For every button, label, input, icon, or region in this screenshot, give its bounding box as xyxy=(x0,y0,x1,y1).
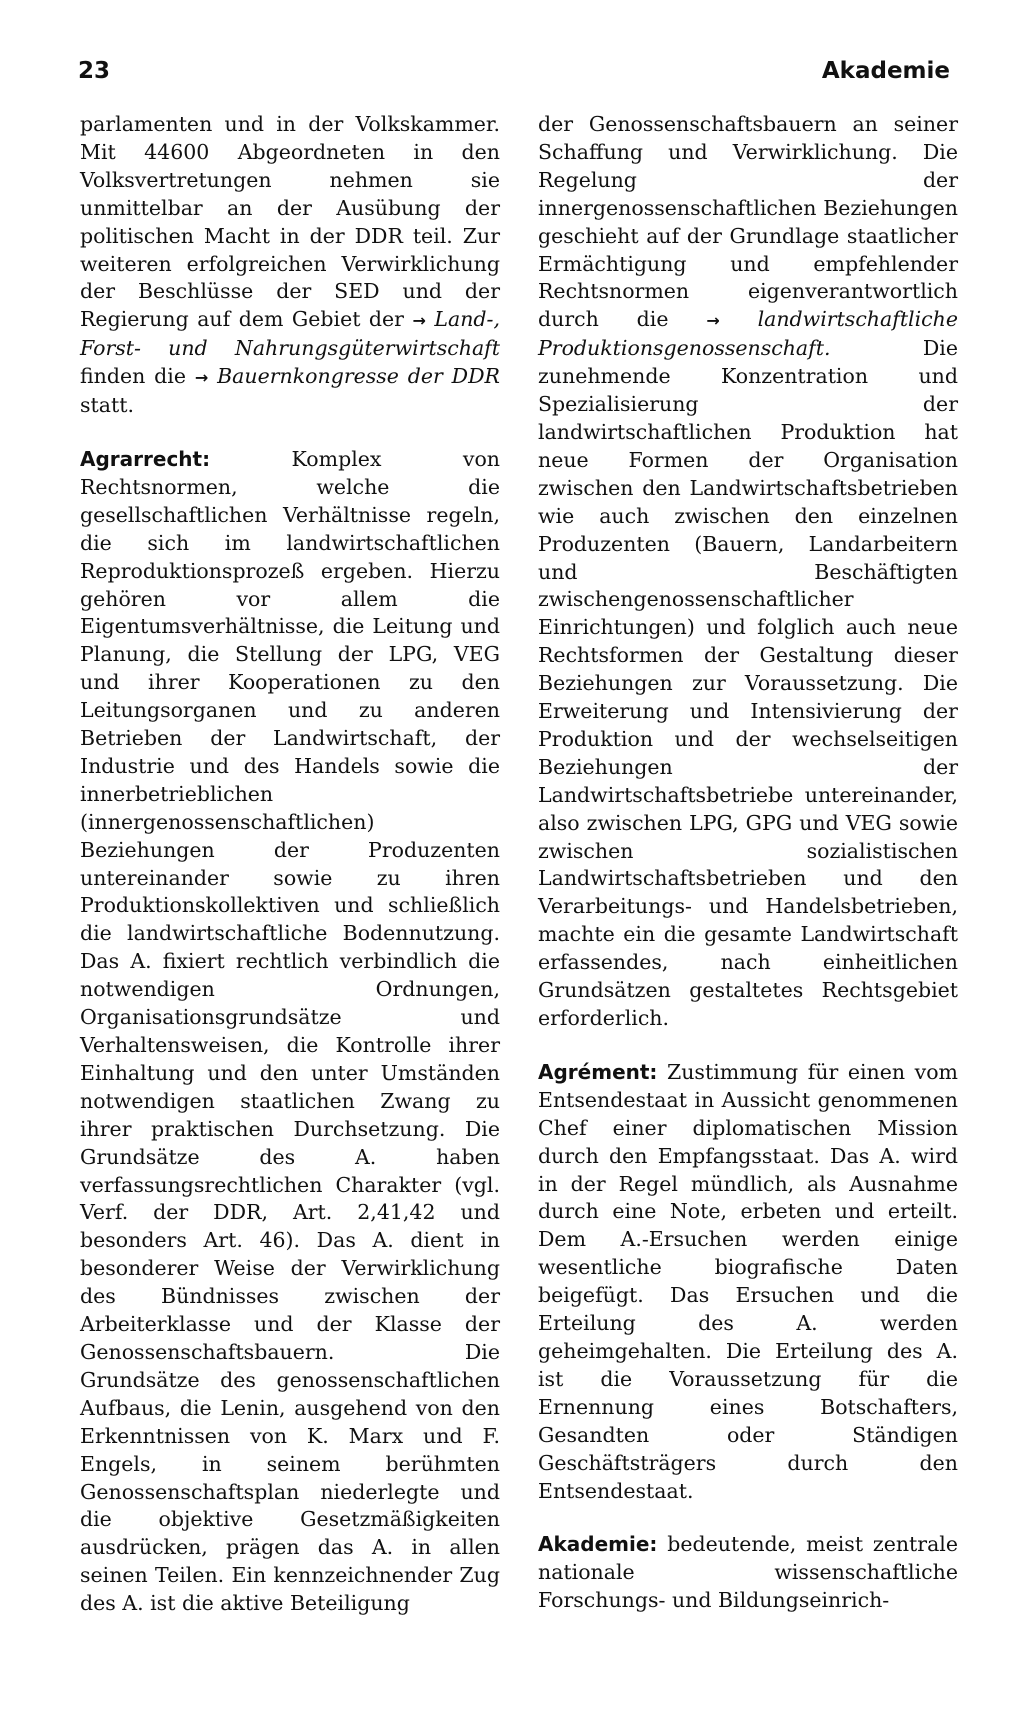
entry-text: finden die xyxy=(80,364,195,389)
entry-headword: Agrarrecht: xyxy=(80,446,211,471)
entry-text: statt. xyxy=(80,393,134,418)
text-column-right xyxy=(538,111,958,1641)
entry-text: der Genossenschaftsbauern an seiner Schaffung und Verwirklichung. Die Regelung der innergenossenschaftlichen Beziehungen geschieht auf der Grundlage staatlicher Ermächtigung und empfehlender Rechtsnormen eigenverantwortlich durch die xyxy=(538,112,958,332)
dictionary-entry xyxy=(80,446,500,1618)
entry-headword: Akademie: xyxy=(538,1532,658,1557)
page-header xyxy=(78,58,950,88)
entry-text: Komplex von Rechtsnormen, welche die gesellschaftlichen Verhältnisse regeln, die sich im landwirtschaftlichen Reproduktionsprozeß ergeben. Hierzu gehören vor allem die Eigentumsverhältnisse, die Leitung und Planung, die Stellung der LPG, VEG und ihrer Kooperationen zu den Leitungsorganen und zu anderen Betrieben der Landwirtschaft, der Industrie und des Handels sowie die innerbetrieblichen (innergenossenschaftlichen) Beziehungen der Produzenten untereinander sowie zu ihren Produktionskollektiven und schließlich die landwirtschaftliche Bodennutzung. Das A. fixiert rechtlich verbindlich die notwendigen Ordnungen, Organisationsgrundsätze und Verhaltensweisen, die Kontrolle ihrer Einhaltung und den unter Umständen notwendigen staatlichen Zwang zu ihrer praktischen Durchsetzung. Die Grundsätze des A. haben verfassungsrechtlichen Charakter (vgl. Verf. der DDR, Art. 2,41,42 und besonders Art. 46). Das A. dient in besonderer Weise der Verwirklichung des Bündnisses zwischen der Arbeiterklasse und der Klasse der Genossenschaftsbauern. Die Grundsätze des genossenschaftlichen Aufbaus, die Lenin, ausgehend von den Erkenntnissen von K. Marx und F. Engels, in seinem berühmten Genossenschaftsplan niederlegte und die objektive Gesetzmäßigkeiten ausdrücken, prägen das A. in allen seinen Teilen. Ein kennzeichnender Zug des A. ist die aktive Beteiligung xyxy=(80,446,500,1616)
entry-continuation xyxy=(80,111,500,420)
entry-text xyxy=(208,364,217,388)
entry-text: Die zunehmende Konzentration und Spezialisierung der landwirtschaftlichen Produktion hat neue Formen der Organisation zwischen den Landwirtschaftsbetrieben wie auch zwischen den einzelnen Produzenten (Bauern, Landarbeitern und Beschäftigten zwischengenossenschaftlicher Einrichtungen) und folglich auch neue Rechtsformen der Gestaltung dieser Beziehungen zur Voraussetzung. Die Erweiterung und Intensivierung der Produktion und der wechselseitigen Beziehungen der Landwirtschaftsbetriebe untereinander, also zwischen LPG, GPG und VEG sowie zwischen sozialistischen Landwirtschaftsbetrieben und den Verarbeitungs- und Handelsbetrieben, machte ein die gesamte Landwirtschaft erfassendes, nach einheitlichen Grundsätzen gestaltetes Rechtsgebiet erforderlich. xyxy=(538,336,958,1030)
entry-text xyxy=(720,307,758,331)
dictionary-entry xyxy=(538,1059,958,1506)
running-head: Akademie xyxy=(821,58,950,84)
entry-text: bedeutende, meist zentrale nationale wissenschaftliche Forschungs- und Bildungseinrich- xyxy=(538,1532,958,1613)
dictionary-entry xyxy=(538,1531,958,1615)
text-column-left xyxy=(80,111,500,1644)
entry-text: Zustimmung für einen vom Entsendestaat in Aussicht genommenen Chef einer diplomatischen Mission durch den Empfangsstaat. Das A. wird in der Regel mündlich, als Ausnahme durch eine Note, erbeten und erteilt. Dem A.-Ersuchen werden einige wesentliche biografische Daten beigefügt. Das Ersuchen und die Erteilung des A. werden geheimgehalten. Die Erteilung des A. ist die Voraussetzung für die Ernennung eines Botschafters, Gesandten oder Ständigen Geschäftsträgers durch den Entsendestaat. xyxy=(538,1059,958,1503)
cross-reference-term: Land-, Forst- und Nahrungsgüterwirtschaft xyxy=(80,307,500,361)
cross-reference-arrow-icon: → xyxy=(194,368,209,388)
cross-reference-term: landwirtschaftliche Produktionsgenossenschaft. xyxy=(538,307,958,361)
cross-reference-arrow-icon: → xyxy=(412,311,426,331)
entry-text: parlamenten und in der Volkskammer. Mit 44600 Abgeordneten in den Volksvertretungen nehmen sie unmittelbar an der Ausübung der politischen Macht in der DDR teil. Zur weiteren erfolgreichen Verwirklichung der Beschlüsse der SED und der Regierung auf dem Gebiet der xyxy=(80,112,500,332)
page-number: 23 xyxy=(78,58,111,84)
cross-reference-term: Bauernkongresse der DDR xyxy=(217,364,500,389)
cross-reference-arrow-icon: → xyxy=(706,311,720,331)
entry-continuation xyxy=(538,111,958,1033)
entry-headword: Agrément: xyxy=(538,1059,658,1084)
